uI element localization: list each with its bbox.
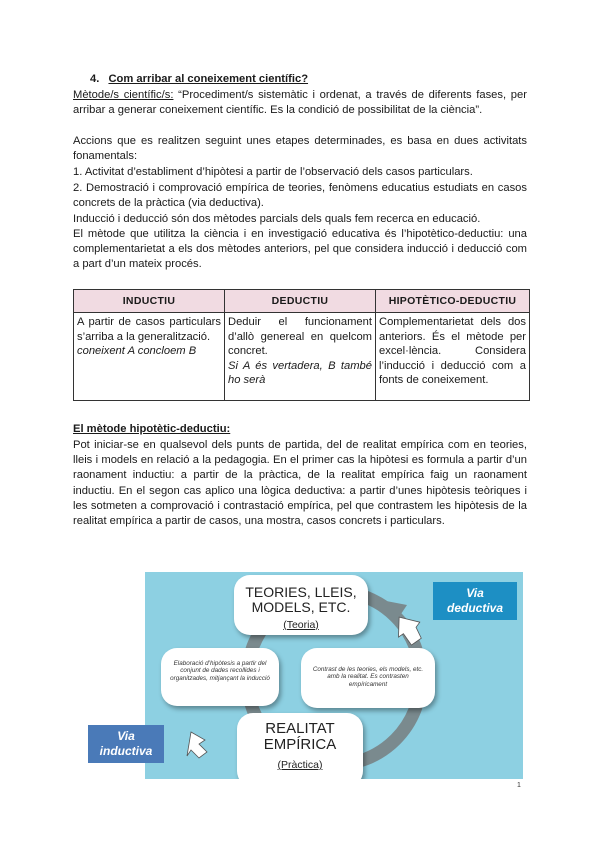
methods-table xyxy=(73,289,530,401)
theory-line1: TEORIES, LLEIS, xyxy=(245,584,357,600)
subsection-title: El mètode hipotètic-deductiu: xyxy=(73,423,231,435)
header-inductiu: INDUCTIU xyxy=(74,290,225,313)
subsection-paragraph: Pot iniciar-se en qualsevol dels punts de partida, del de realitat empírica com en teories, lleis i models en relació a la pedagogia. En el primer cas la hipòtesi es formula a partir d’un raonament inductiu: a partir de la pràctica, de la realitat empírica faig un raonament inductiu. En el segon cas aplico una lògica deductiva: a partir d’unes hipòtesis teòriques i les sotmeten a comprovació i contrastació empírica, pel que contrastem les hipòtesis de la realitat empírica a partir de casos, una mostra, casos concrets i particulars. xyxy=(73,439,527,528)
practice-box xyxy=(237,713,363,779)
cell-hipotetic xyxy=(376,313,530,401)
methods-sentence: Inducció i deducció són dos mètodes parcials dels quals fem recerca en educació. xyxy=(73,213,481,225)
via-inductiva-line2: inductiva xyxy=(99,744,153,758)
via-inductiva-label xyxy=(88,725,164,763)
contrast-text: Contrast de les teories, els models, etc. amb la realitat. Es contrasten empíricament xyxy=(312,666,424,688)
theory-line2: MODELS, ETC. xyxy=(251,599,351,615)
inductiu-text: A partir de casos particulars s’arriba a la generalització. xyxy=(77,316,221,343)
practice-sub: (Pràctica) xyxy=(277,759,323,771)
activities-intro: Accions que es realitzen seguint unes etapes determinades, es basa en dues activitats fonamentals: xyxy=(73,135,527,163)
heading-title: Com arribar al coneixement científic? xyxy=(108,73,309,85)
hipotetic-text: Complementarietat dels dos anteriors. És el mètode per excel·lència. Considera l’inducció i deducció com a fonts de coneixement. xyxy=(379,316,526,387)
induction-text: Elaboració d’hipòtesis a partir del conjunt de dades recollides i organitzades, mitjançant la inducció xyxy=(170,660,270,682)
table-header-row xyxy=(74,290,530,313)
definition-term: Mètode/s científic/s: xyxy=(73,89,174,101)
practice-line2: EMPÍRICA xyxy=(263,736,337,753)
table-row xyxy=(74,313,530,401)
cell-inductiu xyxy=(74,313,225,401)
deductiu-text: Deduir el funcionament d’allò genereal en quelcom concret. xyxy=(228,316,372,358)
activity-2: 2. Demostració i comprovació empírica de teories, fenòmens educatius estudiats en casos concrets de la pràctica (via deductiva). xyxy=(73,182,527,210)
header-hipotetic: HIPOTÈTICO-DEDUCTIU xyxy=(376,290,530,313)
induction-box xyxy=(161,648,279,706)
heading-number: 4. xyxy=(90,73,100,85)
definition-text: “Procediment/s sistemàtic i ordenat, a través de diferents fases, per arribar a generar coneixement científic. Es la condició de possibilitat de la ciència”. xyxy=(73,89,527,117)
header-deductiu: DEDUCTIU xyxy=(225,290,376,313)
practice-line1: REALITAT xyxy=(265,720,335,737)
theory-box xyxy=(234,575,368,635)
inductive-arrow-icon xyxy=(187,732,207,758)
via-inductiva-line1: Via xyxy=(117,729,135,743)
cell-deductiu xyxy=(225,313,376,401)
inductiu-example: coneixent A concloem B xyxy=(77,345,197,358)
via-deductiva-line1: Via xyxy=(466,586,484,600)
section-heading xyxy=(90,73,308,85)
theory-sub: (Teoria) xyxy=(283,619,319,631)
via-deductiva-label xyxy=(433,582,517,620)
intro-definition xyxy=(73,88,527,118)
contrast-box xyxy=(301,648,435,708)
activity-1: 1. Activitat d’establiment d’hipòtesi a partir de l’observació dels casos particulars. xyxy=(73,166,473,178)
via-deductiva-line2: deductiva xyxy=(446,601,503,615)
methods-paragraph: El mètode que utilitza la ciència i en investigació educativa és l’hipotètico-deductiu: una complementarietat a els dos mètodes anteriors, pel que considera inducció i deducció com a part d’un mateix procés. xyxy=(73,228,527,271)
deductiu-example: Si A és vertadera, B també ho serà xyxy=(228,359,372,387)
page-number: 1 xyxy=(517,782,521,789)
